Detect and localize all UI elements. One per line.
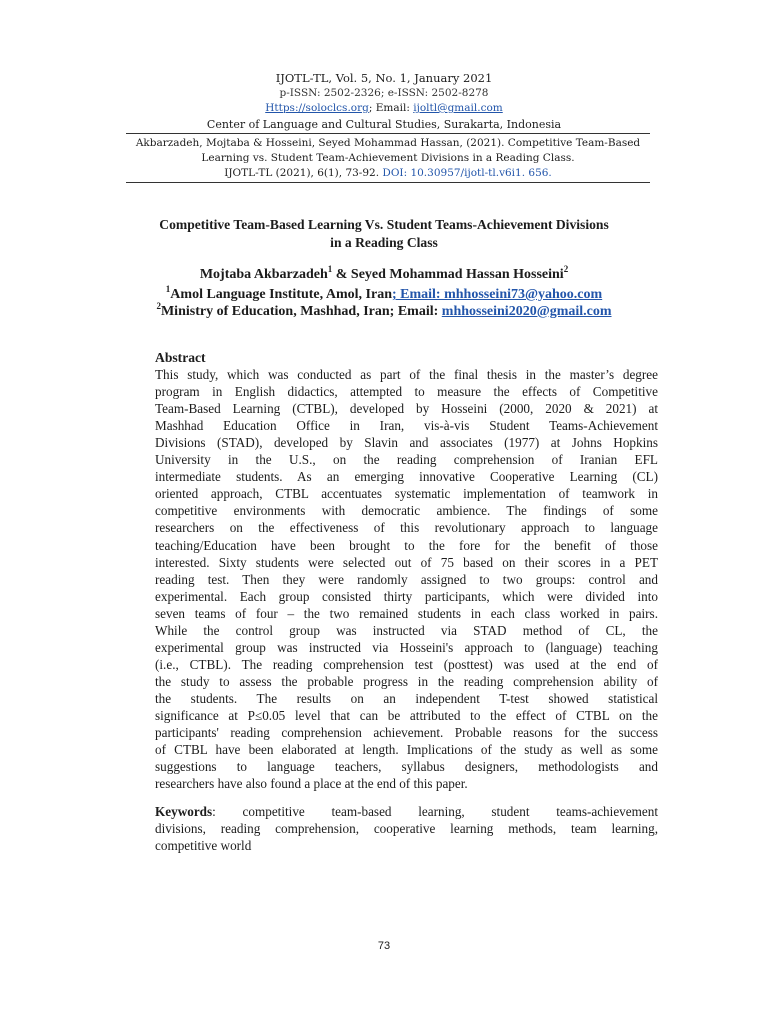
citation-line-3	[126, 166, 650, 182]
author-line	[0, 264, 768, 283]
abstract-line: oriented approach, CTBL accentuates systematic implementation of teamwork in	[155, 486, 658, 501]
email-label: ; Email:	[368, 102, 414, 114]
abstract-line: seven teams of four – the two remained students in each class worked in pairs.	[155, 606, 658, 621]
abstract-line: researchers have also found a place at the end of this paper.	[155, 776, 468, 791]
journal-contact-line	[0, 102, 768, 114]
affiliation-2-email-link[interactable]: mhhosseini2020@gmail.com	[441, 304, 612, 319]
keywords-text-1: : competitive team-based learning, student teams-achievement	[212, 804, 658, 819]
citation-authors: Akbarzadeh, Mojtaba & Hosseini, Seyed Mohammad Hassan,	[135, 137, 463, 149]
journal-header: IJOTL-TL, Vol. 5, No. 1, January 2021	[275, 71, 493, 85]
author-1-sup: 1	[327, 264, 333, 274]
abstract-heading: Abstract	[155, 350, 206, 365]
issn-line: p-ISSN: 2502-2326; e-ISSN: 2502-8278	[279, 87, 489, 99]
paper-title-line-2: in a Reading Class	[330, 235, 438, 250]
abstract-line: of CTBL have been elaborated at length. Implications of the study as well as some	[155, 742, 658, 757]
abstract-line: Mashhad Education Office in Iran, vis-à-vis Student Teams-Achievement	[155, 418, 658, 433]
abstract-line: experimental group was instructed via Hosseini's approach to (language) teaching	[155, 640, 658, 655]
abstract-line: the students. The results on an independent T-test showed statistical	[155, 691, 658, 706]
citation-line-2: Learning vs. Student Team-Achievement Divisions in a Reading Class.	[201, 152, 575, 164]
affiliation-2-name: Ministry of Education, Mashhad, Iran; Email:	[160, 304, 442, 319]
header-divider-top	[126, 133, 650, 134]
citation-line-1	[126, 136, 650, 152]
citation-source: IJOTL-TL (2021), 6(1), 73-92.	[224, 167, 380, 179]
abstract-line: interested. Sixty students were selected out of 75 based on their scores in a PET	[155, 555, 658, 570]
keywords-line-1	[155, 803, 658, 820]
affiliation-1-sup: 1	[165, 284, 171, 294]
affiliation-1-name: Amol Language Institute, Amol, Iran	[170, 287, 392, 302]
abstract-line: Team-Based Learning (CTBL), developed by Hosseini (2000, 2020 & 2021) at	[155, 401, 658, 416]
abstract-line: experimental. Each group consisted thirty participants, which were divided into	[155, 589, 658, 604]
abstract-line: competitive environments with democratic ambience. The findings of some	[155, 503, 658, 518]
header-divider-bottom	[126, 182, 650, 183]
abstract-line: While the control group was instructed via STAD method of CL, the	[155, 623, 658, 638]
abstract-line: Divisions (STAD), developed by Slavin and associates (1977) at Johns Hopkins	[155, 435, 658, 450]
abstract-line: the study to assess the probable progress in the reading comprehension ability of	[155, 674, 658, 689]
website-link[interactable]: Https://soloclcs.org	[265, 102, 369, 114]
affiliation-2	[0, 301, 768, 320]
author-connector: & Seyed Mohammad Hassan Hosseini	[332, 267, 564, 282]
abstract-line: intermediate students. As an emerging innovative Cooperative Learning (CL)	[155, 469, 658, 484]
author-2-sup: 2	[563, 264, 569, 274]
citation-year-title: (2021). Competitive Team-Based	[462, 137, 641, 149]
abstract-line: This study, which was conducted as part of the final thesis in the master’s degree	[155, 367, 658, 382]
page-number: 73	[377, 940, 391, 952]
journal-email-link[interactable]: ijoltl@gmail.com	[413, 102, 503, 114]
doi-link[interactable]: DOI: 10.30957/ijotl-tl.v6i1. 656.	[379, 167, 552, 179]
abstract-line: suggestions to language teachers, syllabus designers, methodologists and	[155, 759, 658, 774]
keywords-line-3: competitive world	[155, 838, 252, 853]
keywords-label: Keywords	[155, 804, 213, 819]
abstract-line: University in the U.S., on the reading comprehension of Iranian EFL	[155, 452, 658, 467]
abstract-line: researchers on the effectiveness of this revolutionary approach to language	[155, 520, 658, 535]
publisher-center: Center of Language and Cultural Studies, Surakarta, Indonesia	[206, 118, 562, 131]
abstract-line: reading test. Then they were randomly assigned to two groups: control and	[155, 572, 658, 587]
paper-title-line-1: Competitive Team-Based Learning Vs. Student Teams-Achievement Divisions	[159, 217, 609, 232]
abstract-line: significance at P≤0.05 level that can be attributed to the effect of CTBL on the	[155, 708, 658, 723]
abstract-line: participants' reading comprehension achievement. Probable reasons for the success	[155, 725, 658, 740]
keywords-line-2: divisions, reading comprehension, cooperative learning methods, team learning,	[155, 821, 658, 836]
abstract-line: program in English didactics, attempted to measure the effects of Competitive	[155, 384, 658, 399]
affiliation-2-sup: 2	[156, 301, 161, 311]
abstract-line: (i.e., CTBL). The reading comprehension test (posttest) was used at the end of	[155, 657, 658, 672]
author-1: Mojtaba Akbarzadeh	[199, 267, 328, 282]
affiliation-1-email-link[interactable]: ; Email: mhhosseini73@yahoo.com	[391, 287, 603, 302]
abstract-line: teaching/Education have been brought to the fore for the benefit of those	[155, 538, 658, 553]
